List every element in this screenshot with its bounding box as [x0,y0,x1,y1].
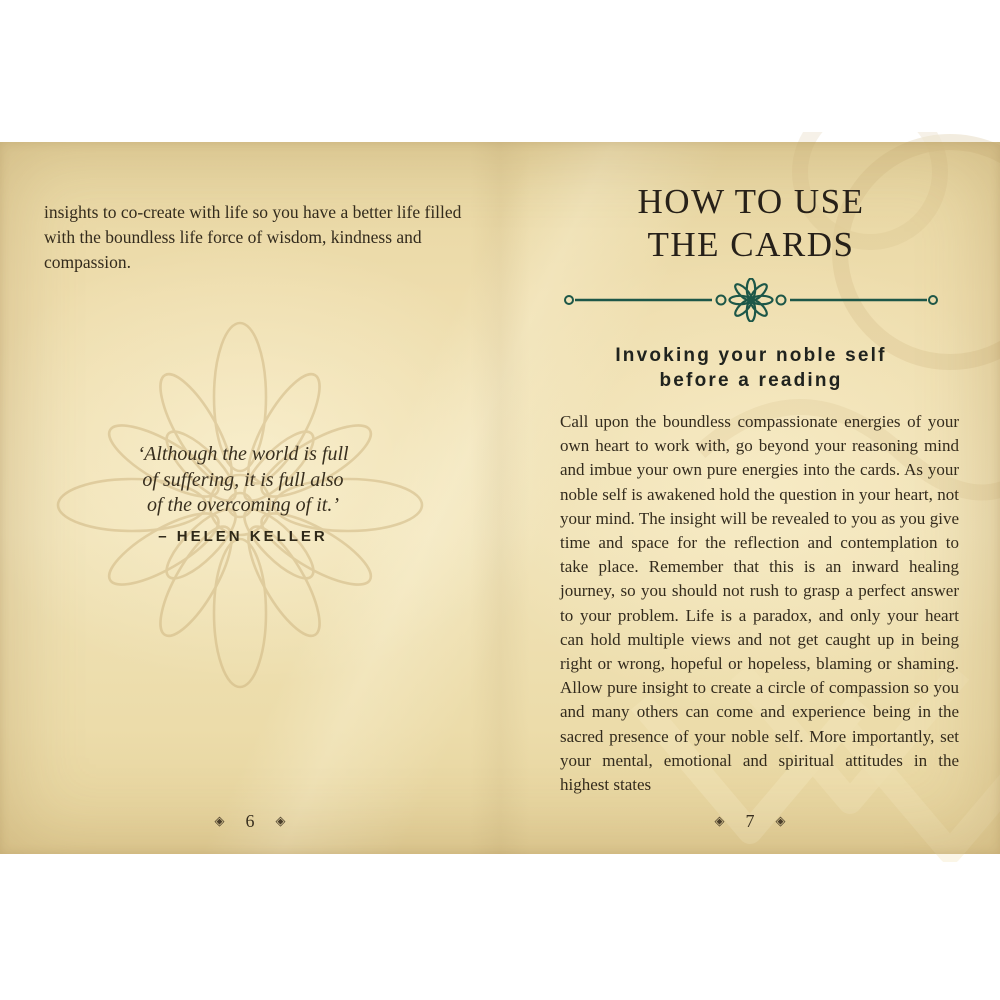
divider-ornament-icon [551,278,951,322]
body-paragraph: Call upon the boundless compassionate energies of your own heart to work with, go beyond your reasoning mind and imbue your own pure energies into the cards. As your noble self is awakened hold the question in your heart, not your mind. The insight will be revealed to you as you give time and space for the reflection and contemplation to take place. Remember that this is an inward healing journey, so you should not rush to grasp a perfect answer to your problem. Life is a paradox, and only your heart can hold multiple views and not get caught up in being right or wrong, hopeful or hopeless, blaming or shaming. Allow pure insight to create a circle of compassion so you and many others can come and experience being in the sacred presence of your noble self. More importantly, set your mental, emotional and spiritual attitudes in the highest states [560,412,959,795]
left-page [0,142,500,854]
subheading-line: Invoking your noble self [615,345,887,366]
page-number: 7 [745,811,755,831]
intro-paragraph: insights to co-create with life so you have a better life filled with the boundless life force of wisdom, kindness and compassion. [44,202,462,272]
diamond-ornament-icon: ◈ [275,813,286,829]
page-marker-left [0,812,500,830]
quote-line: of the overcoming of it.’ [147,494,339,516]
quote-line: ‘Although the world is full [137,443,349,465]
diamond-ornament-icon: ◈ [714,813,725,829]
page-number: 6 [245,811,255,831]
chapter-title-line: THE CARDS [647,225,855,264]
chapter-title-line: HOW TO USE [637,182,865,221]
chapter-title [551,180,951,266]
diamond-ornament-icon: ◈ [214,813,225,829]
section-divider [551,278,951,322]
book-spread [0,142,1000,854]
quote-line: of suffering, it is full also [142,468,344,491]
page-marker-right [500,812,1000,830]
subheading-line: before a reading [659,370,843,391]
right-page [500,142,1000,854]
quote-attribution: – HELEN KELLER [158,527,328,545]
section-subheading [551,343,951,393]
diamond-ornament-icon: ◈ [775,813,786,829]
quote-block [53,442,433,545]
